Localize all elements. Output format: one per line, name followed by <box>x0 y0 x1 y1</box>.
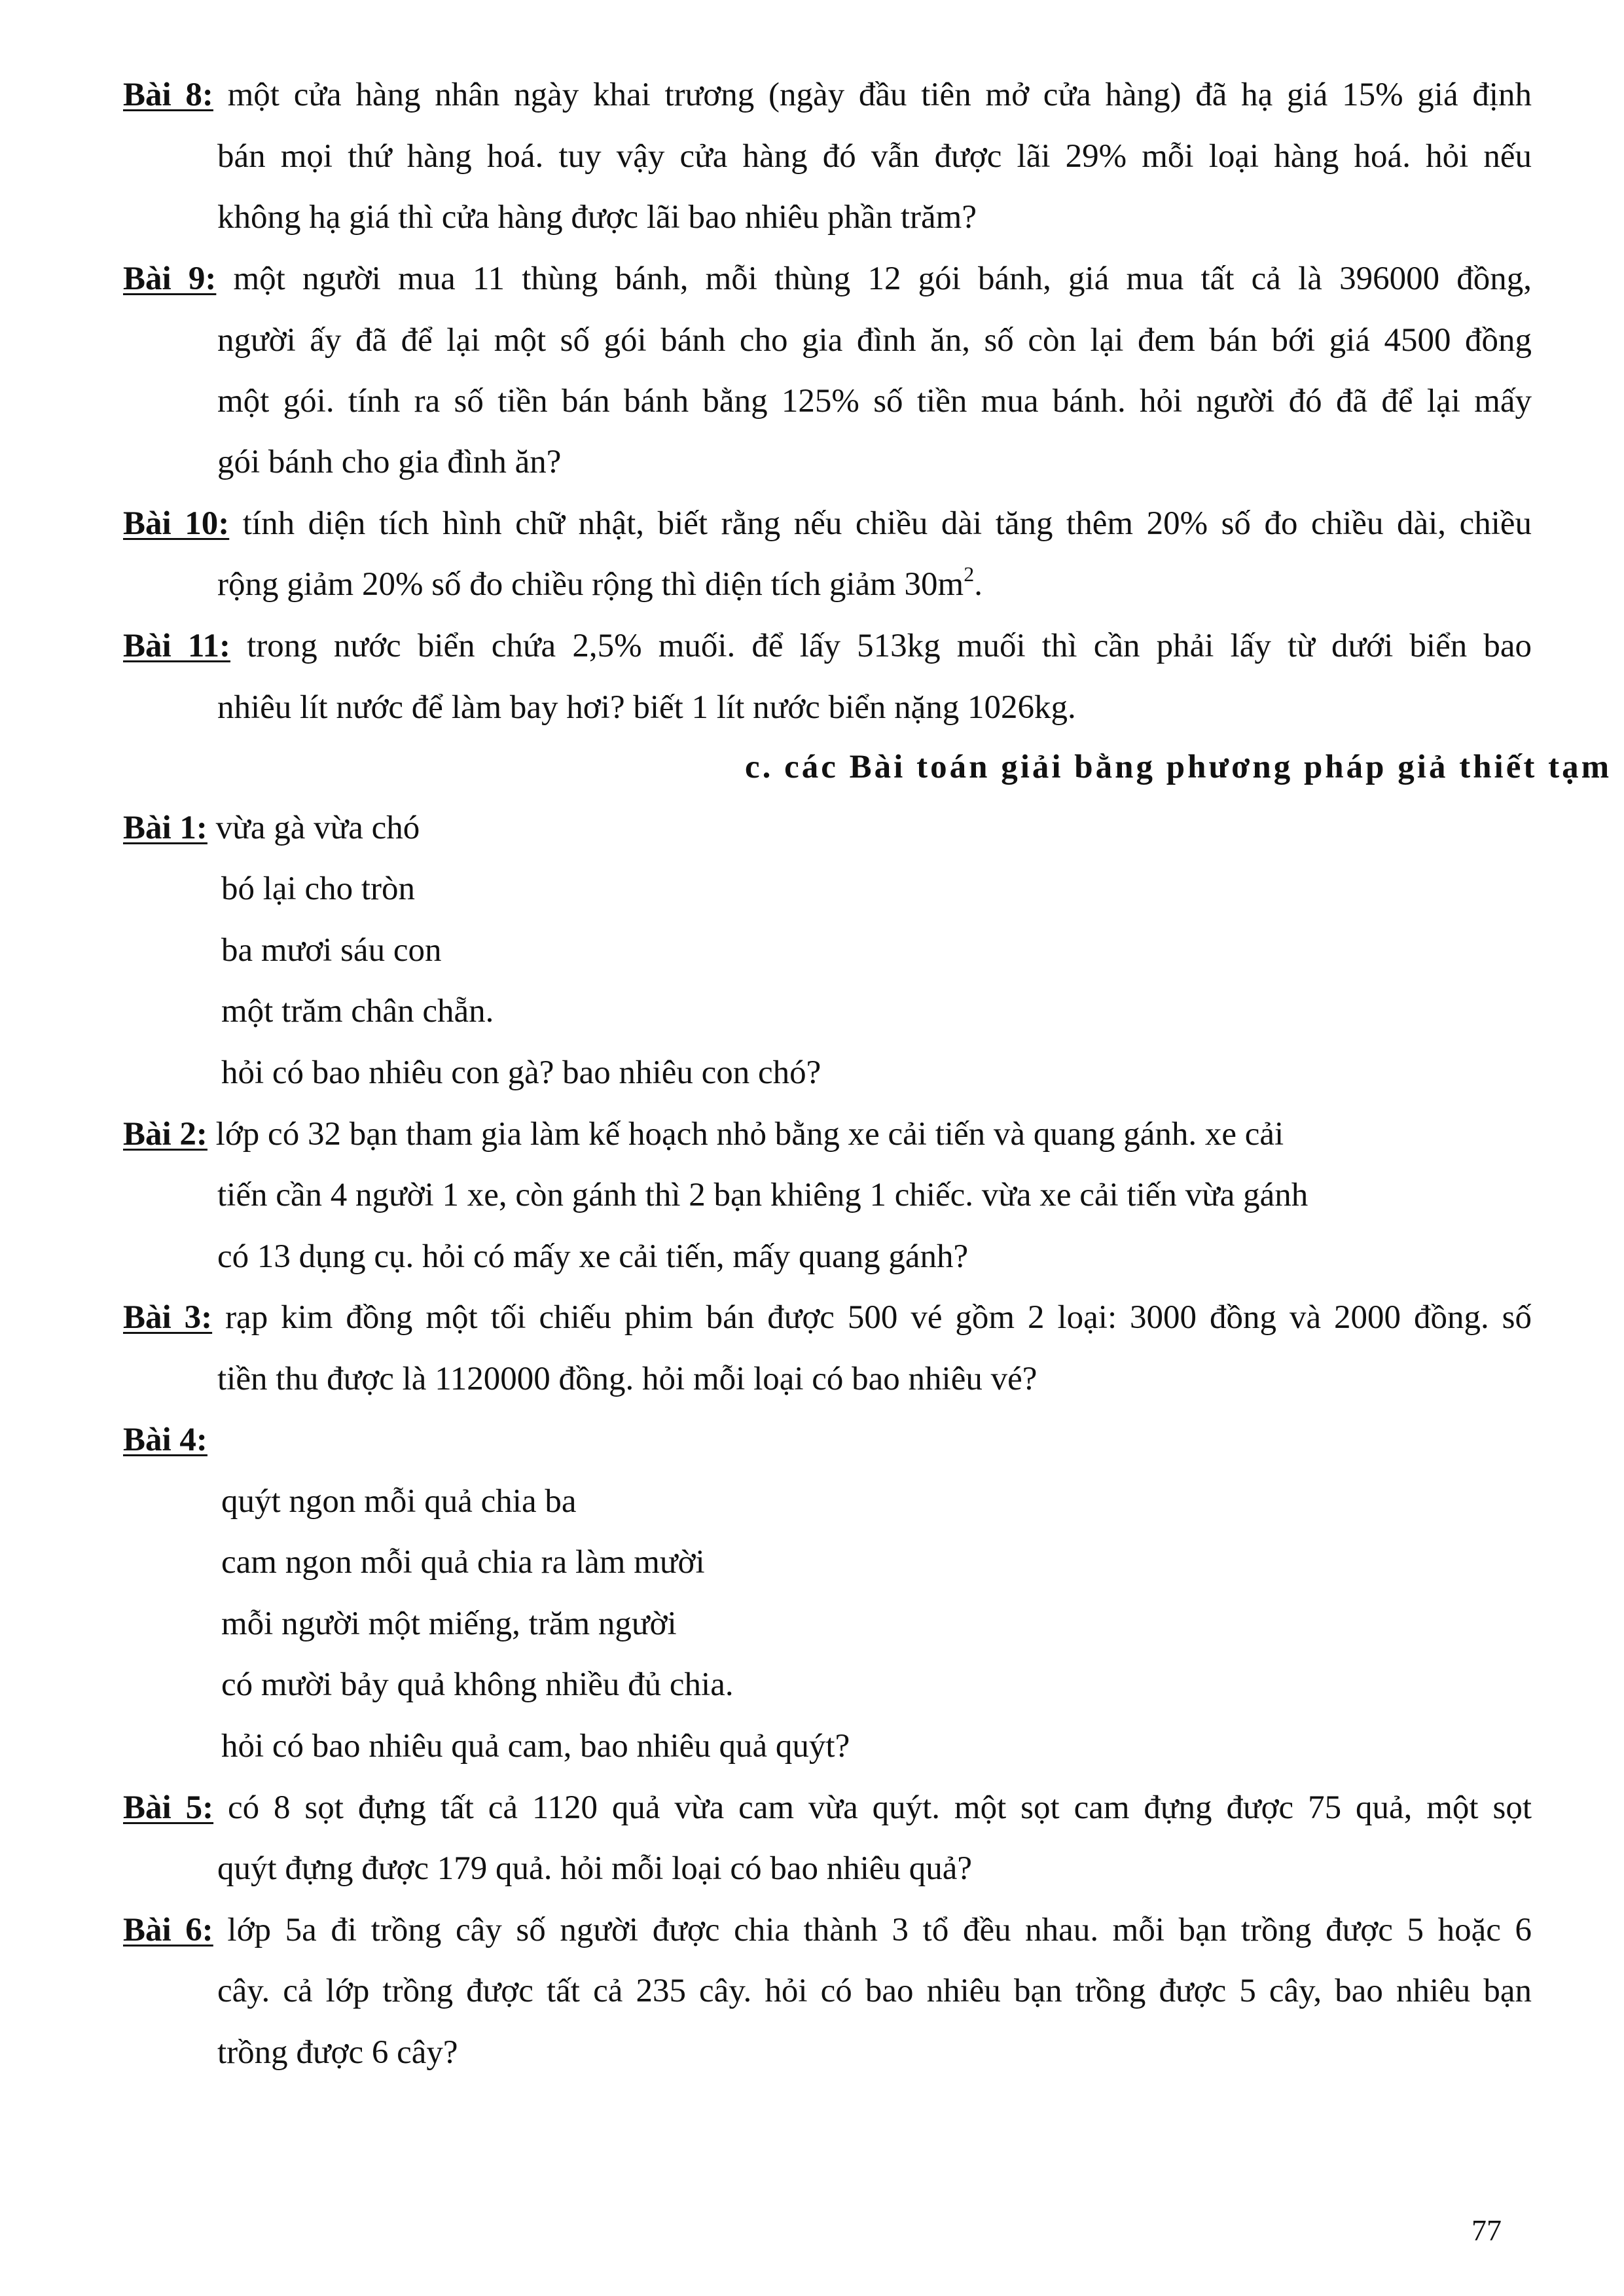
superscript-2: 2 <box>964 562 975 586</box>
problem-11-line-2: nhiêu lít nước để làm bay hơi? biết 1 lít nước biển nặng 1026kg. <box>217 689 1076 726</box>
problem-9-line-4: gói bánh cho gia đình ăn? <box>217 444 562 480</box>
c-problem-4-line-2: cam ngon mỗi quả chia ra làm mười <box>221 1544 705 1581</box>
problem-9-line-2: người ấy đã để lại một số gói bánh cho gia đình ăn, số còn lại đem bán bới giá 4500 đồng <box>217 322 1532 359</box>
problem-10-label: Bài 10: <box>123 505 230 542</box>
c-problem-1-line-1: Bài 1: vừa gà vừa chó <box>123 810 420 846</box>
c-problem-3-line-2: tiền thu được là 1120000 đồng. hỏi mỗi loại có bao nhiêu vé? <box>217 1361 1038 1397</box>
problem-9-line-1: Bài 9: một người mua 11 thùng bánh, mỗi thùng 12 gói bánh, giá mua tất cả là 396000 đồng, <box>123 260 1532 297</box>
problem-8-line-1: Bài 8: một cửa hàng nhân ngày khai trương (ngày đầu tiên mở cửa hàng) đã hạ giá 15% giá định <box>123 77 1532 113</box>
c-problem-2-line-1: Bài 2: lớp có 32 bạn tham gia làm kế hoạch nhỏ bằng xe cải tiến và quang gánh. xe cải <box>123 1116 1284 1153</box>
problem-9-label: Bài 9: <box>123 260 217 297</box>
problem-11-label: Bài 11: <box>123 628 230 664</box>
problem-10-line-2: rộng giảm 20% số đo chiều rộng thì diện tích giảm $30m^2$. <box>217 562 983 603</box>
c-problem-1-line-4: một trăm chân chẵn. <box>221 993 494 1030</box>
c-problem-1-line-2: bó lại cho tròn <box>221 870 416 907</box>
c-problem-6-line-1: Bài 6: lớp 5a đi trồng cây số người được chia thành 3 tổ đều nhau. mỗi bạn trồng được 5 hoặc 6 <box>123 1912 1532 1948</box>
c-problem-4-label-line <box>123 1419 1532 1461</box>
problem-8-label: Bài 8: <box>123 77 213 113</box>
c-problem-1-line-5: hỏi có bao nhiêu con gà? bao nhiêu con chó? <box>221 1054 821 1091</box>
page-number: 77 <box>1471 2214 1502 2247</box>
c-problem-4-line-3: mỗi người một miếng, trăm người <box>221 1605 677 1642</box>
c-problem-4-line-1: quýt ngon mỗi quả chia ba <box>221 1483 577 1520</box>
c-problem-4-label: Bài 4: <box>123 1422 208 1458</box>
c-problem-4-line-5: hỏi có bao nhiêu quả cam, bao nhiêu quả quýt? <box>221 1728 850 1765</box>
problem-8-line-2: bán mọi thứ hàng hoá. tuy vậy cửa hàng đó vẫn được lãi 29% mỗi loại hàng hoá. hỏi nếu <box>217 138 1532 175</box>
c-problem-2-line-3: có 13 dụng cụ. hỏi có mấy xe cải tiến, mấy quang gánh? <box>217 1238 969 1275</box>
c-problem-2-line-2: tiến cần 4 người 1 xe, còn gánh thì 2 bạn khiêng 1 chiếc. vừa xe cải tiến vừa gánh <box>217 1177 1308 1213</box>
c-problem-2-label: Bài 2: <box>123 1116 208 1153</box>
problem-9-line-3: một gói. tính ra số tiền bán bánh bằng 125% số tiền mua bánh. hỏi người đó đã để lại mấy <box>217 383 1532 420</box>
c-problem-6-line-2: cây. cả lớp trồng được tất cả 235 cây. hỏi có bao nhiêu bạn trồng được 5 cây, bao nhiêu bạn <box>217 1973 1532 2009</box>
c-problem-5-label: Bài 5: <box>123 1789 214 1826</box>
section-c-heading: c. các Bài toán giải bằng phương pháp giả thiết tạm <box>745 749 1612 785</box>
c-problem-1-line-3: ba mươi sáu con <box>221 932 442 969</box>
c-problem-5-line-1: Bài 5: có 8 sọt đựng tất cả 1120 quả vừa cam vừa quýt. một sọt cam đựng được 75 quả, một sọt <box>123 1789 1532 1826</box>
problem-11-line-1: Bài 11: trong nước biển chứa 2,5% muối. để lấy 513kg muối thì cần phải lấy từ dưới biển bao <box>123 628 1532 664</box>
c-problem-3-line-1: Bài 3: rạp kim đồng một tối chiếu phim bán được 500 vé gồm 2 loại: 3000 đồng và 2000 đồng. số <box>123 1299 1532 1336</box>
c-problem-4-line-4: có mười bảy quả không nhiều đủ chia. <box>221 1666 734 1703</box>
problem-8-line-3: không hạ giá thì cửa hàng được lãi bao nhiêu phần trăm? <box>217 199 977 236</box>
c-problem-1-label: Bài 1: <box>123 810 208 846</box>
problem-10-line-1: Bài 10: tính diện tích hình chữ nhật, biết rằng nếu chiều dài tăng thêm 20% số đo chiều dài, chiều <box>123 505 1532 542</box>
c-problem-3-label: Bài 3: <box>123 1299 213 1336</box>
c-problem-6-line-3: trồng được 6 cây? <box>217 2034 458 2071</box>
c-problem-6-label: Bài 6: <box>123 1912 213 1948</box>
c-problem-5-line-2: quýt đựng được 179 quả. hỏi mỗi loại có bao nhiêu quả? <box>217 1850 973 1887</box>
